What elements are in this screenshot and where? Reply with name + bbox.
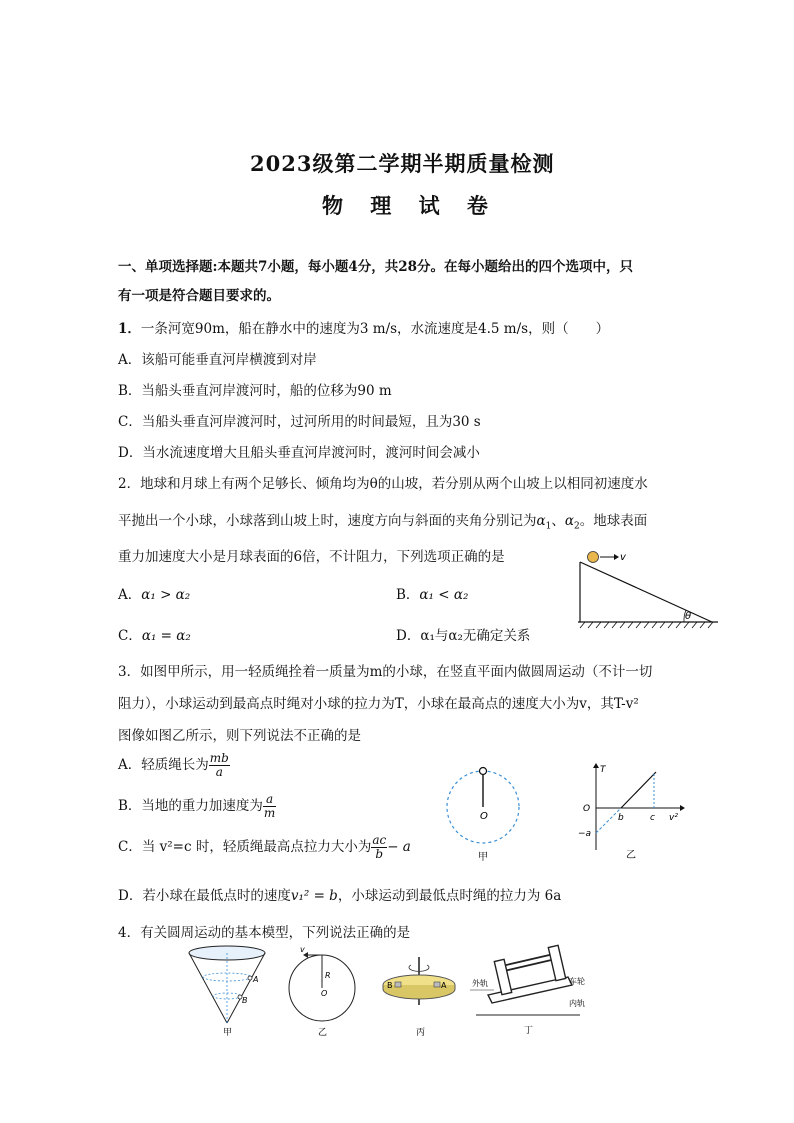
q2-alpha2: α xyxy=(564,513,574,529)
q2-option-a xyxy=(118,583,190,603)
q4-figure-yi-circle xyxy=(284,947,360,1037)
outer-rail-label: 外轨 xyxy=(472,979,488,988)
q3-option-c-numerator: ac xyxy=(372,833,387,847)
x-axis-arrow xyxy=(680,805,685,811)
ground-hatching xyxy=(580,622,713,628)
q3-option-c xyxy=(118,834,411,861)
exam-subtitle: 物 理 试 卷 xyxy=(322,193,498,218)
incline-slope xyxy=(580,562,712,622)
q4-figure-bing-disk xyxy=(376,955,462,1037)
q1-option-b: B．当船头垂直河岸渡河时，船的位移为90 m xyxy=(118,383,392,399)
r-label: R xyxy=(325,971,331,980)
block-a xyxy=(434,982,440,987)
q2-line3: 重力加速度大小是月球表面的6倍，不计阻力，下列选项正确的是 xyxy=(118,549,505,565)
q3-option-c-tail: − a xyxy=(387,839,411,855)
q2-option-d-expr: α₁与α₂无确定关系 xyxy=(420,628,531,644)
disk-a-label: A xyxy=(441,981,447,990)
theta-label: θ xyxy=(685,611,692,622)
velocity-arrowhead xyxy=(614,554,619,560)
q1-stem-text: 一条河宽90m，船在静水中的速度为3 m/s，水流速度是4.5 m/s，则（ ） xyxy=(140,321,610,337)
b-label: b xyxy=(618,813,624,823)
section1-heading-line1: 一、单项选择题:本题共7小题，每小题4分，共28分。在每小题给出的四个选项中，只 xyxy=(118,259,634,275)
q3-figure-yi xyxy=(574,760,686,864)
velocity-label: v xyxy=(620,552,626,563)
q3-option-c-denominator: b xyxy=(375,847,384,861)
q3-option-a-fraction xyxy=(209,752,230,779)
o-label: O xyxy=(321,989,328,998)
minus-a-label: −a xyxy=(578,829,592,839)
fig-jia-label: 甲 xyxy=(223,1028,233,1037)
origin-label: O xyxy=(583,804,591,814)
y-axis-label: T xyxy=(600,765,606,775)
q3-option-d xyxy=(118,884,561,904)
q2-option-c xyxy=(118,624,191,644)
q2-alpha1-sub: 1 xyxy=(545,521,552,532)
ball-top xyxy=(480,768,487,775)
v-label: v xyxy=(300,947,305,954)
fig-yi-label: 乙 xyxy=(318,1028,328,1037)
q2-incline-figure xyxy=(572,548,722,634)
q2-line2-end: 。地球表面 xyxy=(579,513,648,529)
q1-number: 1． xyxy=(118,321,141,337)
inner-rail-label: 内轨 xyxy=(569,999,585,1008)
q2-option-c-label: C． xyxy=(118,628,142,644)
q1-stem xyxy=(118,317,609,337)
y-axis-arrow xyxy=(593,763,599,768)
label-a: A xyxy=(253,975,259,984)
fig-ding-label: 丁 xyxy=(524,1026,534,1036)
q3-figure-jia xyxy=(440,762,530,864)
q2-option-a-label: A． xyxy=(118,587,142,603)
q3-option-a-text: A．轻质绳长为 xyxy=(118,757,209,773)
q2-option-b-label: B． xyxy=(396,587,420,603)
q2-alpha2-sub: 2 xyxy=(573,521,580,532)
center-label: O xyxy=(480,811,488,822)
q4-stem: 4．有关圆周运动的基本模型，下列说法正确的是 xyxy=(118,925,411,941)
q3-option-d-expr: v₁² = b xyxy=(290,888,338,904)
q3-option-b-numerator: a xyxy=(263,793,276,807)
ball-a xyxy=(248,976,252,980)
q2-alpha1: α xyxy=(536,513,546,529)
fig-bing-label: 丙 xyxy=(416,1028,426,1037)
q2-separator: 、 xyxy=(551,513,565,529)
q3-line1: 3．如图甲所示，用一轻质绳拴着一质量为m的小球，在竖直平面内做圆周运动（不计一切 xyxy=(118,664,653,680)
q4-figure-jia-cone xyxy=(186,943,268,1037)
q3-option-a xyxy=(118,752,230,779)
cone-right-edge xyxy=(227,953,265,1023)
block-b xyxy=(395,982,401,987)
q3-line2: 阻力），小球运动到最高点时绳对小球的拉力为T，小球在最高点的速度大小为v，其T-v² xyxy=(118,696,639,712)
q3-option-b-fraction xyxy=(263,793,276,820)
q1-option-d: D．当水流速度增大且船头垂直河岸渡河时，渡河时间会减小 xyxy=(118,445,480,461)
q2-line2-text: 平抛出一个小球，小球落到山坡上时，速度方向与斜面的夹角分别记为 xyxy=(118,513,537,529)
wheel-label: 车轮 xyxy=(569,977,585,986)
label-b: B xyxy=(242,996,248,1005)
q2-line1: 2．地球和月球上有两个足够长、倾角均为θ的山坡，若分别从两个山坡上以相同初速度水 xyxy=(118,476,648,492)
q2-option-b xyxy=(396,583,468,603)
q3-option-b-text: B．当地的重力加速度为 xyxy=(118,798,263,814)
q3-line3: 图像如图乙所示，则下列说法不正确的是 xyxy=(118,728,361,744)
ball xyxy=(588,552,599,563)
q2-line2 xyxy=(118,509,647,532)
q2-option-d xyxy=(396,624,530,644)
q2-option-b-expr: α₁ < α₂ xyxy=(419,587,469,603)
fig-yi-label: 乙 xyxy=(626,850,636,861)
q4-figure-ding-rails xyxy=(468,940,588,1037)
cone-left-edge xyxy=(189,953,227,1023)
q3-option-d-tail: ，小球运动到最低点时绳的拉力为 6a xyxy=(337,888,562,904)
q3-option-b-denominator: m xyxy=(263,806,276,820)
q3-option-d-text: D．若小球在最低点时的速度 xyxy=(118,888,291,904)
q2-option-c-expr: α₁ = α₂ xyxy=(141,628,191,644)
exam-title: 2023级第二学期半期质量检测 xyxy=(250,151,555,176)
q2-option-a-expr: α₁ > α₂ xyxy=(141,587,191,603)
q3-option-b xyxy=(118,793,276,820)
q3-option-a-numerator: mb xyxy=(209,751,229,765)
fig-jia-label: 甲 xyxy=(478,852,488,863)
q2-option-d-label: D． xyxy=(396,628,421,644)
section1-heading-line2: 有一项是符合题目要求的。 xyxy=(118,288,280,304)
graph-line xyxy=(621,772,656,808)
c-label: c xyxy=(650,813,655,823)
disk-b-label: B xyxy=(387,981,393,990)
q1-option-c: C．当船头垂直河岸渡河时，过河所用的时间最短，且为30 s xyxy=(118,414,481,430)
q3-option-c-fraction xyxy=(371,834,387,861)
q3-option-c-text: C．当 v²=c 时，轻质绳最高点拉力大小为 xyxy=(118,839,372,855)
q1-option-a: A．该船可能垂直河岸横渡到对岸 xyxy=(118,352,317,368)
v2-label: v² xyxy=(669,813,678,823)
q3-option-a-denominator: a xyxy=(215,765,223,779)
